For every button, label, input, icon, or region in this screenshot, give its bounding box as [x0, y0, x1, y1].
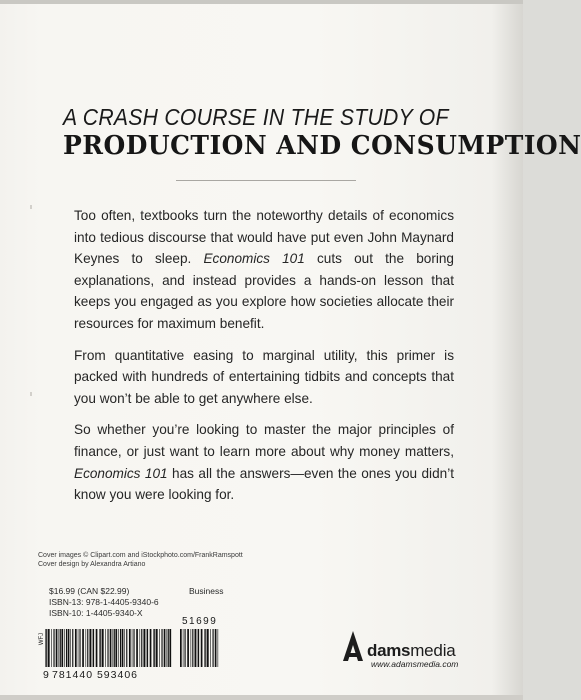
barcode-bar — [79, 629, 80, 667]
barcode-bar — [205, 629, 206, 667]
spine-mark — [30, 392, 32, 396]
barcode-bar — [141, 629, 142, 667]
barcode-bar — [204, 629, 205, 667]
book-title-italic: Economics 101 — [203, 251, 305, 267]
barcode-bar — [45, 629, 46, 667]
barcode-bar — [183, 629, 184, 667]
barcode-bar — [197, 629, 198, 667]
barcode-bar — [78, 629, 79, 667]
barcode-bar — [93, 629, 94, 667]
barcode-bar — [56, 629, 58, 667]
barcode-bar — [99, 629, 100, 667]
barcode-bar — [168, 629, 169, 667]
barcode-bar — [198, 629, 199, 667]
barcode-bar — [156, 629, 158, 667]
barcode-bar — [133, 629, 134, 667]
cover-credits — [38, 551, 243, 569]
barcode-bar — [60, 629, 61, 667]
barcode-bar — [110, 629, 112, 667]
barcode-bar — [115, 629, 117, 667]
barcode-digits: 781440 593406 — [52, 669, 138, 681]
isbn-13: ISBN-13: 978-1-4405-9340-6 — [49, 597, 159, 607]
barcode-bar — [89, 629, 91, 667]
isbn-10: ISBN-10: 1-4405-9340-X — [49, 608, 143, 618]
barcode-bar — [66, 629, 67, 667]
barcode-bar — [64, 629, 65, 667]
barcode-bar — [86, 629, 87, 667]
barcode-bar — [187, 629, 189, 667]
barcode-bar — [154, 629, 155, 667]
barcode-bar — [107, 629, 108, 667]
barcode-bar — [53, 629, 54, 667]
barcode-bar — [132, 629, 133, 667]
barcode-bar — [118, 629, 119, 667]
barcode-bar — [167, 629, 168, 667]
barcode-side-tag: WFJ — [39, 632, 46, 646]
addon-digits: 51699 — [182, 616, 218, 627]
design-credit: Cover design by Alexandra Artiano — [38, 561, 146, 568]
image-credit: Cover images © Clipart.com and iStockphoto.com/FrankRamspott — [38, 552, 243, 559]
book-title-italic: Economics 101 — [74, 465, 168, 481]
barcode-bar — [195, 629, 197, 667]
barcode-bar — [192, 629, 193, 667]
barcode-bar — [114, 629, 115, 667]
scan-edge-top — [0, 0, 523, 4]
tagline-line-2: PRODUCTION AND CONSUMPTION — [63, 131, 581, 161]
barcode-bar — [136, 629, 138, 667]
barcode-bar — [143, 629, 145, 667]
barcode-bar — [46, 629, 47, 667]
barcode-bar — [213, 629, 214, 667]
barcode-bar — [161, 629, 162, 667]
barcode-bar — [147, 629, 148, 667]
barcode-bar — [150, 629, 152, 667]
barcode-bar — [100, 629, 101, 667]
barcode-bar — [122, 629, 124, 667]
adams-a-logo-icon — [341, 629, 365, 661]
divider-rule — [176, 180, 356, 181]
tagline-line-1: A CRASH COURSE IN THE STUDY OF — [63, 104, 449, 130]
publisher-name-bold: dams — [367, 641, 411, 660]
description-paragraph-1 — [74, 205, 454, 335]
description-paragraph-3 — [74, 419, 454, 505]
barcode-bar — [180, 629, 182, 667]
barcode-bar — [87, 629, 88, 667]
barcode-bar — [113, 629, 114, 667]
barcode-bar — [124, 629, 125, 667]
barcode-bar — [153, 629, 154, 667]
barcode-bar — [129, 629, 131, 667]
barcode-bar — [92, 629, 93, 667]
barcode-bar — [126, 629, 127, 667]
barcode-bar — [61, 629, 63, 667]
barcode-bar — [185, 629, 186, 667]
barcode-bar — [164, 629, 166, 667]
text-span: So whether you’re looking to master the major principles of finance, or just want to learn more about why money matters, — [74, 422, 454, 459]
spine-mark — [30, 205, 32, 209]
price: $16.99 (CAN $22.99) — [49, 586, 130, 596]
price-addon-barcode — [179, 629, 219, 670]
barcode-bar — [201, 629, 203, 667]
category-label: Business — [189, 586, 224, 596]
barcode-bar — [159, 629, 160, 667]
barcode-bar — [102, 629, 104, 667]
barcode-bar — [59, 629, 60, 667]
barcode-bar — [75, 629, 77, 667]
barcode-bar — [105, 629, 106, 667]
barcode-bar — [72, 629, 73, 667]
description — [74, 205, 454, 516]
text-span: cuts out the boring explanations, and instead provides a hands-on lesson that keeps you engaged as you explore how societies allocate their resources for maximum benefit. — [74, 251, 454, 331]
text-span: Too often, textbooks turn the noteworthy details of economics into tedious discourse that would have put even John Maynard Keynes to sleep. — [74, 208, 454, 267]
isbn-barcode — [44, 629, 172, 670]
barcode-bar — [96, 629, 98, 667]
barcode-bar — [169, 629, 171, 667]
barcode-leading-digit: 9 — [43, 669, 49, 681]
barcode-bar — [51, 629, 52, 667]
barcode-bar — [140, 629, 141, 667]
barcode-bar — [191, 629, 192, 667]
barcode-bar — [82, 629, 84, 667]
barcode-bar — [120, 629, 121, 667]
description-paragraph-2: From quantitative easing to marginal utility, this primer is packed with hundreds of entertaining tidbits and concepts that you won’t be able to get anywhere else. — [74, 347, 454, 406]
barcode-bar — [70, 629, 71, 667]
barcode-bar — [218, 629, 219, 667]
barcode-bar — [207, 629, 209, 667]
publisher-logo — [341, 625, 456, 661]
publisher-url: www.adamsmedia.com — [371, 659, 459, 669]
barcode-bar — [210, 629, 211, 667]
price-block — [49, 586, 159, 619]
barcode-bar — [68, 629, 70, 667]
scan-edge-bottom — [0, 695, 523, 700]
publisher-name-regular: media — [410, 641, 456, 660]
text-span: has all the answers—even the ones you didn’t know you were looking for. — [74, 465, 454, 503]
barcode-bar — [146, 629, 147, 667]
barcode-bar — [215, 629, 217, 667]
barcode-bar — [48, 629, 50, 667]
